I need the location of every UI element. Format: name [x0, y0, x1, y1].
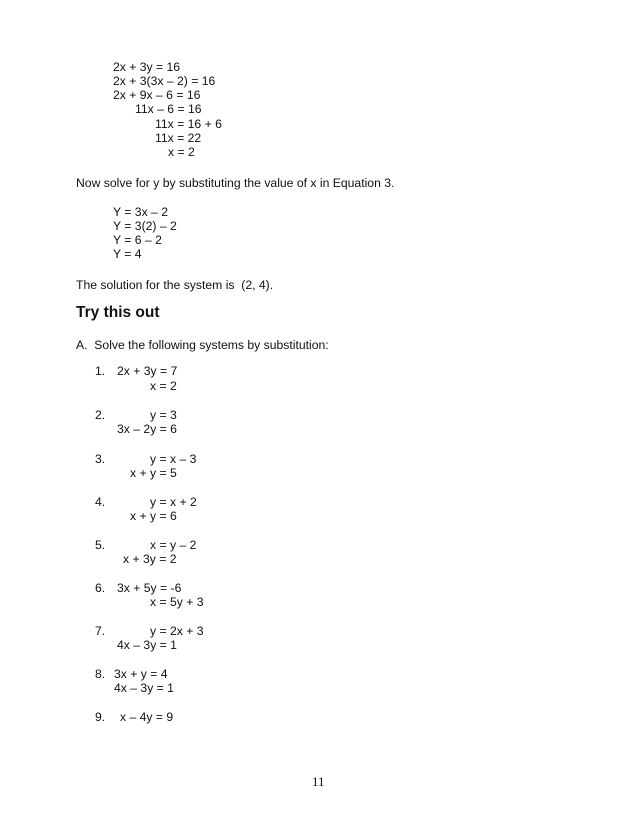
problem-number: 4. — [95, 495, 106, 509]
equation: x = y – 2 — [150, 538, 197, 552]
equation: x – 4y = 9 — [120, 710, 174, 724]
step-line: 11x = 22 — [155, 131, 202, 145]
equation: 3x + y = 4 — [114, 667, 168, 681]
section-heading: Try this out — [76, 304, 160, 321]
step-line: 11x – 6 = 16 — [135, 102, 202, 116]
page-number: 11 — [312, 774, 325, 789]
equation: x = 5y + 3 — [150, 595, 204, 609]
problem-number: 6. — [95, 581, 106, 595]
problem-number: 3. — [95, 452, 106, 466]
equation: y = x – 3 — [150, 452, 197, 466]
equation: y = x + 2 — [150, 495, 197, 509]
step-line: 2x + 9x – 6 = 16 — [113, 88, 201, 102]
y-step-line: Y = 4 — [113, 247, 142, 261]
problem-number: 1. — [95, 364, 106, 378]
equation: y = 3 — [150, 408, 177, 422]
problem-number: 7. — [95, 624, 106, 638]
problem-number: 9. — [95, 710, 106, 724]
equation: x + 3y = 2 — [123, 552, 177, 566]
step-line: 2x + 3(3x – 2) = 16 — [113, 74, 216, 88]
y-step-line: Y = 6 – 2 — [113, 233, 162, 247]
problem-number: 5. — [95, 538, 106, 552]
step-line: 11x = 16 + 6 — [155, 117, 222, 131]
equation: 3x + 5y = -6 — [117, 581, 182, 595]
problem-number: 8. — [95, 667, 106, 681]
equation: 4x – 3y = 1 — [114, 681, 174, 695]
equation: 3x – 2y = 6 — [117, 422, 177, 436]
equation: x = 2 — [150, 379, 177, 393]
solution-statement: The solution for the system is (2, 4). — [76, 278, 274, 292]
solve-y-paragraph: Now solve for y by substituting the value of x in Equation 3. — [76, 176, 395, 190]
equation: 4x – 3y = 1 — [117, 638, 177, 652]
step-line: 2x + 3y = 16 — [113, 60, 181, 74]
problem-number: 2. — [95, 408, 106, 422]
equation: y = 2x + 3 — [150, 624, 204, 638]
instruction-text: A. Solve the following systems by substitution: — [76, 338, 329, 352]
equation: x + y = 6 — [130, 509, 177, 523]
equation: x + y = 5 — [130, 466, 177, 480]
equation: 2x + 3y = 7 — [117, 364, 178, 378]
y-step-line: Y = 3x – 2 — [113, 205, 168, 219]
step-line: x = 2 — [168, 145, 195, 159]
y-step-line: Y = 3(2) – 2 — [113, 219, 177, 233]
